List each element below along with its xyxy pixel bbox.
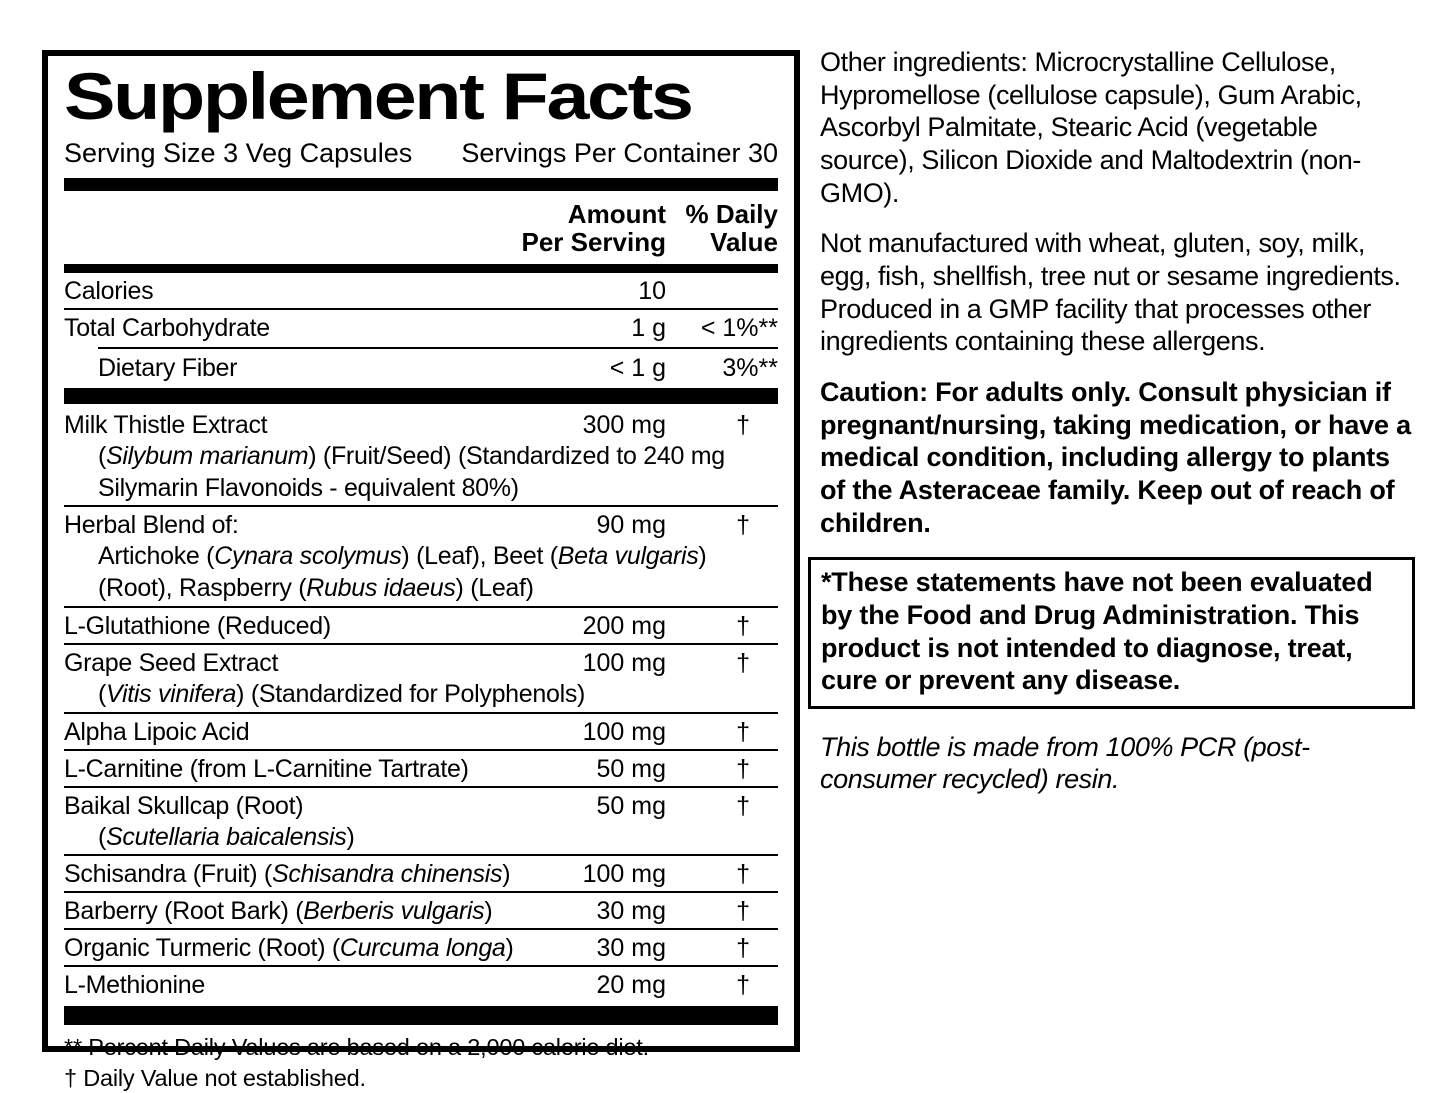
ingredient-row-main-line xyxy=(64,275,778,307)
divider-bar-medium xyxy=(64,264,778,273)
ingredient-daily-value: † xyxy=(736,410,750,439)
serving-size-text: Serving Size 3 Veg Capsules xyxy=(64,137,413,168)
nutrient-row xyxy=(64,273,778,308)
ingredient-daily-value: † xyxy=(736,717,750,746)
ingredient-row-main-line xyxy=(64,716,778,748)
ingredient-row xyxy=(64,606,778,643)
ingredient-daily-value: † xyxy=(736,860,750,889)
ingredient-name: Herbal Blend of: xyxy=(64,511,239,540)
ingredient-name: L-Carnitine (from L-Carnitine Tartrate) xyxy=(64,754,469,783)
panel-title: Supplement Facts xyxy=(64,59,692,133)
fda-disclaimer-box: *These statements have not been evaluated by the Food and Drug Administration. This product is not intended to diagnose, treat, cure or prevent any disease. xyxy=(808,557,1415,709)
ingredient-row xyxy=(64,407,778,506)
pcr-bottle-note: This bottle is made from 100% PCR (post-consumer recycled) resin. xyxy=(820,731,1310,795)
ingredient-amount: 1 g xyxy=(631,313,666,342)
ingredient-daily-value: 3%** xyxy=(722,353,778,382)
ingredient-row-main-line xyxy=(64,647,778,679)
ingredient-daily-value: † xyxy=(736,897,750,926)
ingredient-detail: Artichoke (Cynara scolymus) (Leaf), Beet (Beta vulgaris) (Root), Raspberry (Rubus idaeus) (Leaf) xyxy=(98,542,707,603)
ingredient-daily-value: † xyxy=(736,971,750,1000)
ingredient-row-main-line xyxy=(64,352,778,384)
ingredient-row-main-line xyxy=(64,969,778,1001)
ingredient-amount: 10 xyxy=(638,276,666,305)
ingredient-row-main-line xyxy=(64,858,778,890)
ingredient-amount: 300 mg xyxy=(582,410,666,439)
ingredient-detail: (Scutellaria baicalensis) xyxy=(98,822,355,851)
side-text-column xyxy=(820,46,1415,814)
ingredient-daily-value: † xyxy=(736,934,750,963)
ingredient-name: Alpha Lipoic Acid xyxy=(64,717,250,746)
ingredient-name: Schisandra (Fruit) (Schisandra chinensis) xyxy=(64,860,511,889)
ingredient-name: Dietary Fiber xyxy=(98,353,238,382)
ingredient-detail: (Silybum marianum) (Fruit/Seed) (Standardized to 240 mg Silymarin Flavonoids - equivalent 80%) xyxy=(98,441,725,502)
ingredient-row-main-line xyxy=(64,509,778,541)
ingredient-amount: 200 mg xyxy=(582,611,666,640)
column-headers xyxy=(64,191,778,264)
divider-bar-thick xyxy=(64,178,778,191)
ingredient-name: L-Methionine xyxy=(64,971,205,1000)
nutrient-row xyxy=(64,345,778,385)
ingredient-amount: 90 mg xyxy=(596,511,666,540)
nutrient-row xyxy=(64,308,778,345)
ingredient-row xyxy=(64,749,778,786)
amount-column-header: Amount Per Serving xyxy=(521,198,666,258)
ingredient-amount: 50 mg xyxy=(596,791,666,820)
ingredient-row-main-line xyxy=(64,312,778,344)
ingredient-amount: 30 mg xyxy=(596,897,666,926)
ingredient-row-main-line xyxy=(64,610,778,642)
footnote-line: ** Percent Daily Values are based on a 2,000 calorie diet. xyxy=(64,1034,649,1061)
ingredient-daily-value: † xyxy=(736,648,750,677)
ingredient-name: Total Carbohydrate xyxy=(64,313,270,342)
ingredient-row xyxy=(64,712,778,749)
ingredient-row xyxy=(64,928,778,965)
servings-per-container-text: Servings Per Container 30 xyxy=(461,137,778,168)
ingredient-amount: 50 mg xyxy=(596,754,666,783)
ingredient-row xyxy=(64,965,778,1002)
divider-bar-thick xyxy=(64,1006,778,1025)
ingredient-amount: < 1 g xyxy=(609,353,666,382)
ingredient-amount: 30 mg xyxy=(596,934,666,963)
serving-line xyxy=(64,138,778,169)
ingredient-daily-value: < 1%** xyxy=(700,313,778,342)
ingredient-row-main-line xyxy=(64,790,778,822)
ingredient-name: Barberry (Root Bark) (Berberis vulgaris) xyxy=(64,897,493,926)
ingredient-name: L-Glutathione (Reduced) xyxy=(64,611,331,640)
daily-value-column-header: % Daily Value xyxy=(685,198,778,258)
ingredient-row-main-line xyxy=(64,895,778,927)
ingredient-name: Milk Thistle Extract xyxy=(64,410,268,439)
ingredient-amount: 100 mg xyxy=(582,648,666,677)
ingredient-detail: (Vitis vinifera) (Standardized for Polyphenols) xyxy=(98,679,586,708)
ingredient-amount: 100 mg xyxy=(582,717,666,746)
ingredient-row xyxy=(64,505,778,606)
ingredient-daily-value: † xyxy=(736,754,750,783)
other-ingredients-text: Other ingredients: Microcrystalline Cellulose, Hypromellose (cellulose capsule), Gum Arabic, Ascorbyl Palmitate, Stearic Acid (vegetable source), Silicon Dioxide and Maltodextrin (non-GMO). xyxy=(820,47,1362,208)
ingredient-row-main-line xyxy=(64,409,778,441)
ingredient-name: Baikal Skullcap (Root) xyxy=(64,791,304,820)
ingredient-row-main-line xyxy=(64,932,778,964)
ingredient-row-main-line xyxy=(64,753,778,785)
ingredient-daily-value: † xyxy=(736,511,750,540)
ingredient-row xyxy=(64,891,778,928)
ingredient-amount: 20 mg xyxy=(596,971,666,1000)
ingredient-rows-group xyxy=(64,407,778,1003)
caution-statement: Caution: For adults only. Consult physician if pregnant/nursing, taking medication, or have a medical condition, including allergy to plants of the Asteraceae family. Keep out of reach of children. xyxy=(820,376,1411,538)
ingredient-daily-value: † xyxy=(736,611,750,640)
footnote-line: † Daily Value not established. xyxy=(64,1064,366,1091)
ingredient-row xyxy=(64,854,778,891)
footnotes xyxy=(64,1025,778,1093)
ingredient-daily-value: † xyxy=(736,791,750,820)
ingredient-row xyxy=(64,786,778,855)
divider-bar-thick xyxy=(64,388,778,404)
supplement-facts-panel xyxy=(42,50,800,1091)
ingredient-name: Grape Seed Extract xyxy=(64,648,279,677)
nutrient-rows-group xyxy=(64,273,778,385)
ingredient-name: Calories xyxy=(64,276,154,305)
allergen-statement: Not manufactured with wheat, gluten, soy, milk, egg, fish, shellfish, tree nut or sesame ingredients. Produced in a GMP facility that processes other ingredients containing these allergens. xyxy=(820,228,1401,357)
ingredient-name: Organic Turmeric (Root) (Curcuma longa) xyxy=(64,934,514,963)
ingredient-row xyxy=(64,643,778,712)
ingredient-amount: 100 mg xyxy=(582,860,666,889)
